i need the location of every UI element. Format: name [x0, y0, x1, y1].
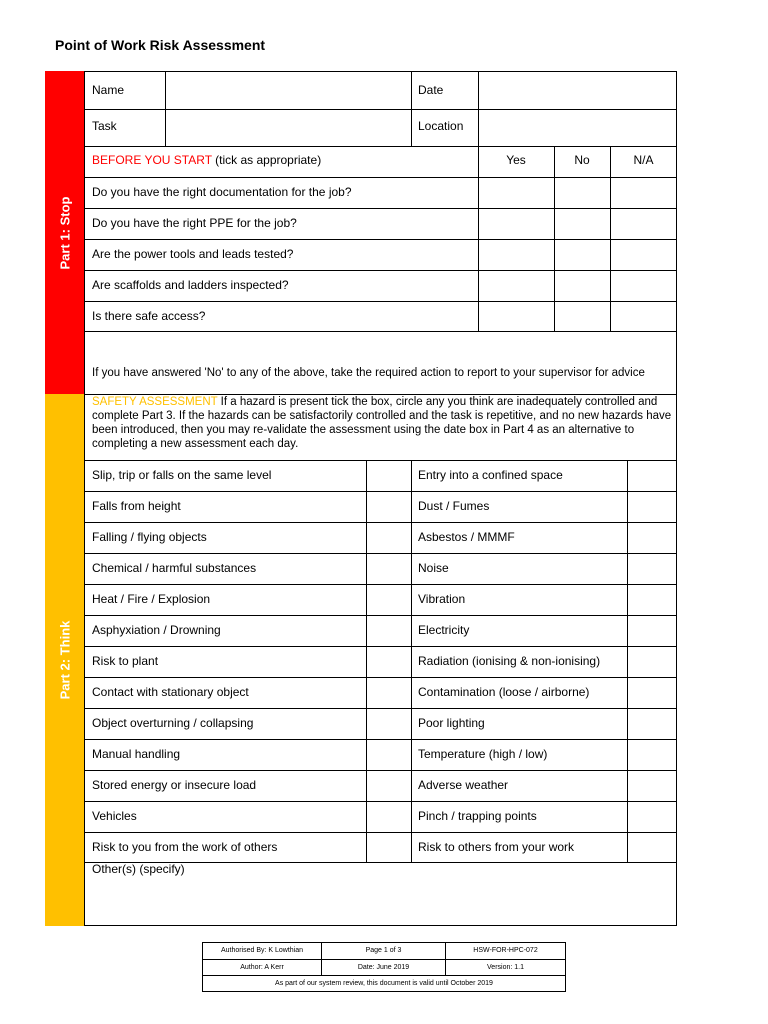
question-label: Are scaffolds and ladders inspected?: [92, 278, 289, 292]
hazard-checkbox[interactable]: [366, 460, 411, 491]
answer-na-checkbox[interactable]: [610, 301, 677, 332]
safety-assessment-title: SAFETY ASSESSMENT: [92, 396, 218, 408]
part2-label: Part 2: Think: [57, 620, 72, 700]
footer-date: Date: June 2019: [321, 960, 445, 976]
answer-no-checkbox[interactable]: [554, 301, 610, 332]
name-label: Name: [92, 83, 125, 97]
no-header: No: [574, 153, 590, 167]
hazard-label: Asphyxiation / Drowning: [92, 623, 221, 637]
answer-yes-checkbox[interactable]: [478, 208, 554, 239]
footer-author: Author: A Kerr: [240, 964, 284, 971]
answer-yes-checkbox[interactable]: [478, 177, 554, 208]
footer-authorised: Authorised By: K Lowthian: [220, 947, 304, 954]
hazard-label: Temperature (high / low): [418, 747, 548, 761]
hazard-checkbox[interactable]: [366, 553, 411, 584]
question-label: Are the power tools and leads tested?: [92, 247, 294, 261]
hazard-label: Vehicles: [92, 809, 137, 823]
hazard-label: Asbestos / MMMF: [418, 530, 515, 544]
hazard-label: Risk to others from your work: [418, 840, 575, 854]
task-label: Task: [92, 119, 117, 133]
footer-page: Page 1 of 3: [321, 943, 445, 959]
hazard-checkbox[interactable]: [627, 522, 677, 553]
question-label: Is there safe access?: [92, 309, 206, 323]
hazard-checkbox[interactable]: [366, 739, 411, 770]
hazard-label: Contamination (loose / airborne): [418, 685, 590, 699]
hazard-checkbox[interactable]: [366, 584, 411, 615]
hazard-checkbox[interactable]: [627, 553, 677, 584]
hazard-label: Falls from height: [92, 499, 181, 513]
footer-version: Version: 1.1: [445, 960, 565, 976]
hazard-label: Electricity: [418, 623, 470, 637]
hazard-checkbox[interactable]: [627, 708, 677, 739]
part1-label: Part 1: Stop: [57, 196, 72, 269]
yes-header: Yes: [506, 153, 526, 167]
hazard-checkbox[interactable]: [627, 770, 677, 801]
hazard-label: Adverse weather: [418, 778, 509, 792]
no-answer-note: If you have answered 'No' to any of the above, take the required action to report to your supervisor for advice: [92, 367, 645, 379]
hazard-label: Entry into a confined space: [418, 468, 563, 482]
hazard-label: Risk to plant: [92, 654, 159, 668]
hazard-checkbox[interactable]: [627, 491, 677, 522]
answer-yes-checkbox[interactable]: [478, 301, 554, 332]
question-label: Do you have the right documentation for the job?: [92, 185, 352, 199]
hazard-checkbox[interactable]: [366, 522, 411, 553]
row-divider: [85, 331, 677, 332]
answer-no-checkbox[interactable]: [554, 239, 610, 270]
answer-na-checkbox[interactable]: [610, 177, 677, 208]
na-header: N/A: [633, 153, 654, 167]
hazard-label: Radiation (ionising & non-ionising): [418, 654, 601, 668]
footer-row-3: [203, 975, 565, 992]
hazard-label: Slip, trip or falls on the same level: [92, 468, 272, 482]
page-title: Point of Work Risk Assessment: [55, 37, 266, 53]
hazard-label: Dust / Fumes: [418, 499, 490, 513]
footer-row-1: [203, 943, 565, 959]
footer-validity: As part of our system review, this document is valid until October 2019: [275, 980, 493, 987]
hazard-checkbox[interactable]: [627, 677, 677, 708]
hazard-checkbox[interactable]: [627, 739, 677, 770]
hazard-checkbox[interactable]: [627, 460, 677, 491]
hazard-checkbox[interactable]: [366, 646, 411, 677]
question-label: Do you have the right PPE for the job?: [92, 216, 297, 230]
tick-note: (tick as appropriate): [211, 153, 322, 167]
hazard-label: Manual handling: [92, 747, 181, 761]
hazard-checkbox[interactable]: [627, 801, 677, 832]
answer-na-checkbox[interactable]: [610, 208, 677, 239]
hazard-label: Object overturning / collapsing: [92, 716, 254, 730]
document-footer: [202, 942, 566, 992]
safety-assessment-text: [92, 395, 672, 451]
part1-band: [45, 71, 85, 394]
answer-na-checkbox[interactable]: [610, 270, 677, 301]
task-field[interactable]: [165, 109, 411, 146]
hazard-label: Noise: [418, 561, 449, 575]
hazard-label: Risk to you from the work of others: [92, 840, 278, 854]
before-start-heading: [92, 153, 321, 167]
hazard-checkbox[interactable]: [366, 615, 411, 646]
hazard-checkbox[interactable]: [366, 801, 411, 832]
others-label: Other(s) (specify): [92, 862, 185, 876]
hazard-label: Chemical / harmful substances: [92, 561, 257, 575]
hazard-checkbox[interactable]: [366, 677, 411, 708]
footer-row-2: [203, 959, 565, 976]
date-label: Date: [418, 83, 444, 97]
before-start-label: BEFORE YOU START: [92, 153, 212, 167]
answer-yes-checkbox[interactable]: [478, 270, 554, 301]
answer-no-checkbox[interactable]: [554, 177, 610, 208]
hazard-checkbox[interactable]: [366, 770, 411, 801]
hazard-checkbox[interactable]: [366, 832, 411, 863]
hazard-label: Poor lighting: [418, 716, 485, 730]
location-field[interactable]: [478, 109, 677, 146]
hazard-label: Falling / flying objects: [92, 530, 207, 544]
name-field[interactable]: [165, 71, 411, 109]
safety-assessment-body: If a hazard is present tick the box, circle any you think are inadequately controlled and complete Part 3. If the hazards can be satisfactorily controlled and the task is repetitive, and no new hazards have been introduced, then you may re-validate the assessment using the date box in Part 4 as an alternative to completing a new assessment each day.: [92, 396, 672, 450]
hazard-label: Contact with stationary object: [92, 685, 249, 699]
date-field[interactable]: [478, 71, 677, 109]
footer-docno: HSW-FOR-HPC-072: [445, 943, 565, 959]
hazard-checkbox[interactable]: [627, 832, 677, 863]
hazard-checkbox[interactable]: [366, 491, 411, 522]
hazard-checkbox[interactable]: [366, 708, 411, 739]
answer-yes-checkbox[interactable]: [478, 239, 554, 270]
hazard-label: Heat / Fire / Explosion: [92, 592, 211, 606]
hazard-label: Pinch / trapping points: [418, 809, 537, 823]
answer-no-checkbox[interactable]: [554, 270, 610, 301]
answer-na-checkbox[interactable]: [610, 239, 677, 270]
hazard-label: Vibration: [418, 592, 466, 606]
hazard-checkbox[interactable]: [627, 646, 677, 677]
others-field[interactable]: [86, 880, 676, 924]
hazard-checkbox[interactable]: [627, 584, 677, 615]
location-label: Location: [418, 119, 464, 133]
hazard-label: Stored energy or insecure load: [92, 778, 257, 792]
answer-no-checkbox[interactable]: [554, 208, 610, 239]
part2-band: [45, 394, 85, 926]
hazard-checkbox[interactable]: [627, 615, 677, 646]
